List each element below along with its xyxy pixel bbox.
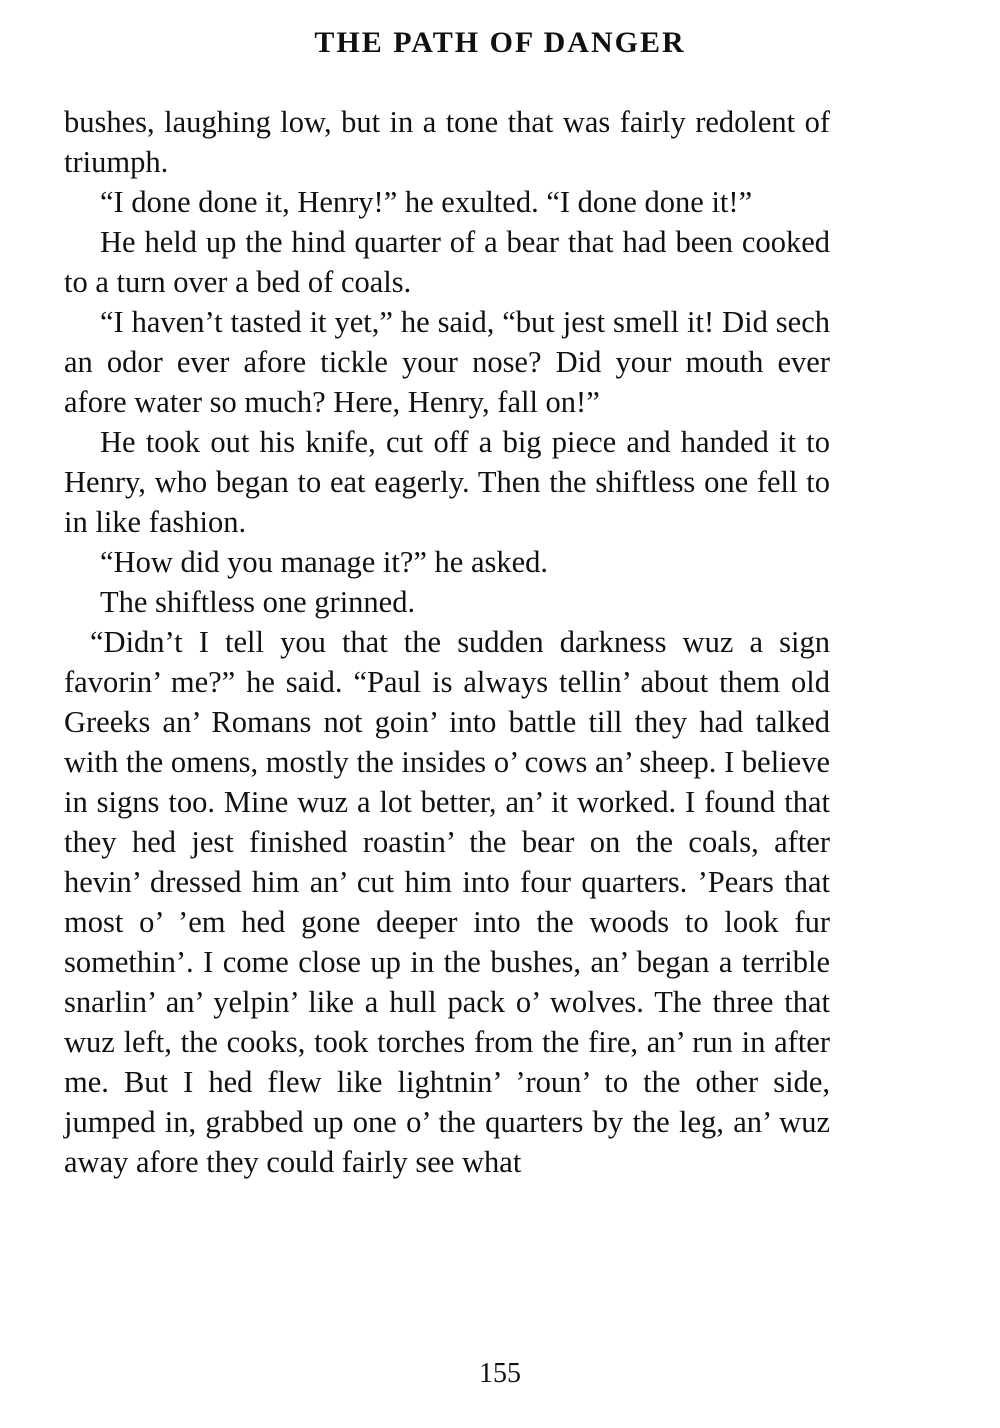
paragraph: “I done done it, Henry!” he exulted. “I done done it!” [100, 185, 753, 219]
page-number: 155 [479, 1358, 521, 1389]
paragraph: “How did you manage it?” he asked. [100, 545, 549, 579]
paragraph: “I haven’t tasted it yet,” he said, “but jest smell it! Did sech an odor ever afore tickle your nose? Did your mouth ever afore water so much? Here, Henry, fall on!” [64, 305, 830, 419]
running-head: THE PATH OF DANGER [314, 26, 686, 59]
paragraph: He held up the hind quarter of a bear that had been cooked to a turn over a bed of coals. [64, 225, 830, 299]
paragraph: “Didn’t I tell you that the sudden darkness wuz a sign favorin’ me?” he said. “Paul is always tellin’ about them old Greeks an’ Romans not goin’ into battle till they had talked with the omens, mostly the insides o’ cows an’ sheep. I believe in signs too. Mine wuz a lot better, an’ it worked. I found that they hed jest finished roastin’ the bear on the coals, after hevin’ dressed him an’ cut him into four quarters. ’Pears that most o’ ’em hed gone deeper into the woods to look fur somethin’. I come close up in the bushes, an’ began a terrible snarlin’ an’ yelpin’ like a hull pack o’ wolves. The three that wuz left, the cooks, took torches from the fire, an’ run in after me. But I hed flew like lightnin’ ’roun’ to the other side, jumped in, grabbed up one o’ the quarters by the leg, an’ wuz away afore they could fairly see what [64, 625, 830, 1179]
paragraph: The shiftless one grinned. [100, 585, 416, 619]
paragraph-continued: bushes, laughing low, but in a tone that was fairly redolent of triumph. [64, 105, 830, 179]
body-text [64, 102, 830, 1182]
paragraph: He took out his knife, cut off a big piece and handed it to Henry, who began to eat eagerly. Then the shiftless one fell to in like fashion. [64, 425, 830, 539]
